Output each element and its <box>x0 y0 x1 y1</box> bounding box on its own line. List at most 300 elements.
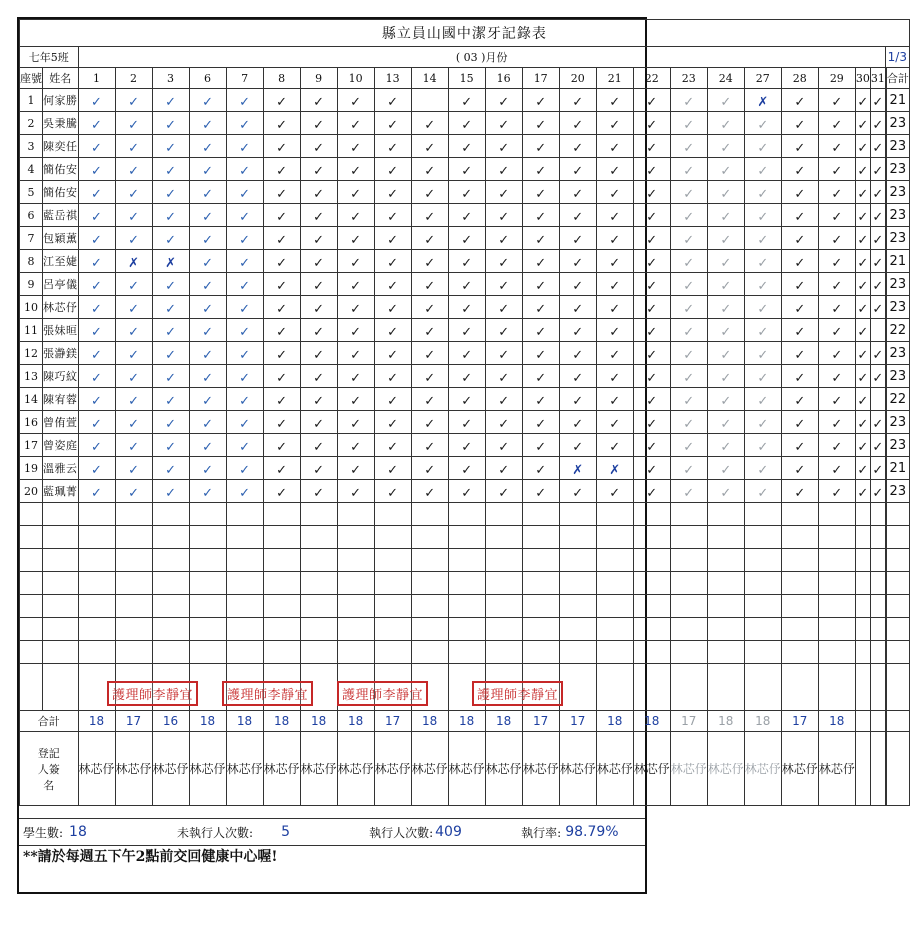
day-cell <box>374 250 411 273</box>
check-mark: ✓ <box>683 324 695 340</box>
check-mark: ✓ <box>387 462 399 478</box>
seat-number: 3 <box>20 135 43 158</box>
day-cell <box>78 296 115 319</box>
day-cell <box>485 250 522 273</box>
day-cell <box>744 204 781 227</box>
check-mark: ✓ <box>128 232 139 248</box>
day-cell <box>522 480 559 503</box>
check-mark: ✓ <box>646 94 658 110</box>
day-cell <box>226 296 263 319</box>
day-cell <box>485 135 522 158</box>
day-cell <box>559 480 596 503</box>
check-mark: ✓ <box>202 439 213 455</box>
day-cell <box>670 434 707 457</box>
day-header: 17 <box>522 68 559 89</box>
empty-cell <box>886 572 909 595</box>
check-mark: ✓ <box>872 485 884 501</box>
student-name: 呂亭儀 <box>43 273 79 296</box>
check-mark: ✓ <box>872 347 884 363</box>
day-cell <box>115 319 152 342</box>
student-total: 22 <box>886 388 909 411</box>
empty-cell <box>43 503 79 526</box>
empty-row <box>20 618 910 641</box>
empty-cell <box>855 572 870 595</box>
day-cell <box>78 204 115 227</box>
empty-cell <box>189 526 226 549</box>
empty-cell <box>263 549 300 572</box>
day-cell <box>78 411 115 434</box>
empty-cell <box>374 595 411 618</box>
day-cell <box>818 250 855 273</box>
check-mark: ✓ <box>424 232 436 248</box>
check-mark: ✓ <box>424 347 436 363</box>
check-mark: ✓ <box>683 140 695 156</box>
day-cell <box>189 112 226 135</box>
day-cell <box>818 457 855 480</box>
day-cell <box>152 181 189 204</box>
empty-cell <box>670 503 707 526</box>
empty-cell <box>744 618 781 641</box>
day-cell <box>78 181 115 204</box>
check-mark: ✓ <box>757 209 769 225</box>
day-cell <box>522 273 559 296</box>
day-cell <box>818 158 855 181</box>
check-mark: ✓ <box>720 232 732 248</box>
empty-cell <box>781 526 818 549</box>
empty-cell <box>374 641 411 664</box>
check-mark: ✓ <box>202 370 213 386</box>
stamp-cell <box>818 664 855 711</box>
day-cell <box>781 342 818 365</box>
check-mark: ✓ <box>831 94 843 110</box>
daily-total: 18 <box>337 711 374 732</box>
check-mark: ✓ <box>165 393 176 409</box>
check-mark: ✓ <box>720 485 732 501</box>
student-row <box>20 388 910 411</box>
day-cell <box>152 135 189 158</box>
day-cell <box>744 181 781 204</box>
empty-cell <box>596 526 633 549</box>
day-cell <box>448 227 485 250</box>
registrar-signature: 林芯伃 <box>559 732 596 806</box>
empty-cell <box>152 526 189 549</box>
day-cell <box>870 319 885 342</box>
day-cell <box>485 273 522 296</box>
day-cell <box>152 342 189 365</box>
seat-number: 4 <box>20 158 43 181</box>
check-mark: ✓ <box>609 94 621 110</box>
check-mark: ✓ <box>239 462 251 478</box>
student-row <box>20 457 910 480</box>
empty-cell <box>300 549 337 572</box>
day-cell <box>522 181 559 204</box>
check-mark: ✓ <box>165 370 176 386</box>
day-cell <box>78 250 115 273</box>
check-mark: ✓ <box>350 347 362 363</box>
check-mark: ✓ <box>498 186 510 202</box>
day-cell <box>300 388 337 411</box>
check-mark: ✓ <box>202 324 213 340</box>
day-cell <box>337 457 374 480</box>
day-cell <box>855 112 870 135</box>
empty-cell <box>855 526 870 549</box>
check-mark: ✓ <box>646 140 658 156</box>
day-cell <box>633 365 670 388</box>
day-cell <box>337 112 374 135</box>
day-header: 7 <box>226 68 263 89</box>
check-mark: ✓ <box>757 393 769 409</box>
day-cell <box>781 365 818 388</box>
daily-total <box>855 711 870 732</box>
check-mark: ✓ <box>757 324 769 340</box>
check-mark: ✓ <box>461 255 473 271</box>
student-total: 22 <box>886 319 909 342</box>
empty-cell <box>781 641 818 664</box>
day-cell <box>189 273 226 296</box>
check-mark: ✓ <box>313 301 325 317</box>
check-mark: ✓ <box>831 439 843 455</box>
check-mark: ✓ <box>831 416 843 432</box>
check-mark: ✓ <box>498 370 510 386</box>
check-mark: ✓ <box>757 117 769 133</box>
day-cell <box>485 112 522 135</box>
empty-cell <box>670 526 707 549</box>
empty-cell <box>226 618 263 641</box>
day-cell <box>781 204 818 227</box>
empty-cell <box>744 572 781 595</box>
day-cell <box>596 480 633 503</box>
day-cell <box>189 319 226 342</box>
day-cell <box>670 342 707 365</box>
day-cell <box>115 250 152 273</box>
day-cell <box>559 434 596 457</box>
empty-cell <box>707 549 744 572</box>
check-mark: ✓ <box>720 370 732 386</box>
student-total: 21 <box>886 250 909 273</box>
check-mark: ✓ <box>857 117 869 133</box>
day-cell <box>263 89 300 112</box>
day-cell <box>855 457 870 480</box>
empty-cell <box>633 526 670 549</box>
day-cell <box>411 273 448 296</box>
empty-cell <box>411 641 448 664</box>
day-cell <box>670 250 707 273</box>
day-cell <box>152 158 189 181</box>
check-mark: ✓ <box>498 209 510 225</box>
check-mark: ✓ <box>720 140 732 156</box>
student-row <box>20 250 910 273</box>
empty-cell <box>189 595 226 618</box>
day-cell <box>411 457 448 480</box>
check-mark: ✓ <box>872 255 884 271</box>
day-cell <box>300 365 337 388</box>
daily-total: 18 <box>226 711 263 732</box>
empty-cell <box>152 503 189 526</box>
day-cell <box>522 250 559 273</box>
missed-mark: ✗ <box>609 462 621 478</box>
day-cell <box>596 135 633 158</box>
check-mark: ✓ <box>609 163 621 179</box>
seat-number: 8 <box>20 250 43 273</box>
check-mark: ✓ <box>91 416 102 432</box>
empty-cell <box>78 595 115 618</box>
day-cell <box>818 227 855 250</box>
seat-number: 20 <box>20 480 43 503</box>
check-mark: ✓ <box>202 301 213 317</box>
check-mark: ✓ <box>831 232 843 248</box>
empty-cell <box>855 503 870 526</box>
empty-cell <box>559 595 596 618</box>
check-mark: ✓ <box>794 324 806 340</box>
page-mark: 1/3 <box>885 47 909 68</box>
check-mark: ✓ <box>276 416 288 432</box>
check-mark: ✓ <box>720 163 732 179</box>
check-mark: ✓ <box>857 393 869 409</box>
day-cell <box>189 89 226 112</box>
empty-cell <box>744 595 781 618</box>
empty-cell <box>263 572 300 595</box>
day-cell <box>226 342 263 365</box>
check-mark: ✓ <box>91 439 102 455</box>
day-cell <box>115 342 152 365</box>
check-mark: ✓ <box>794 186 806 202</box>
check-mark: ✓ <box>239 117 251 133</box>
check-mark: ✓ <box>794 209 806 225</box>
empty-cell <box>448 526 485 549</box>
check-mark: ✓ <box>857 278 869 294</box>
day-cell <box>411 434 448 457</box>
check-mark: ✓ <box>424 324 436 340</box>
empty-cell <box>633 595 670 618</box>
check-mark: ✓ <box>646 117 658 133</box>
check-mark: ✓ <box>387 209 399 225</box>
seat-number: 14 <box>20 388 43 411</box>
day-cell <box>559 296 596 319</box>
day-cell <box>559 204 596 227</box>
day-cell <box>263 135 300 158</box>
day-cell <box>411 365 448 388</box>
check-mark: ✓ <box>91 347 102 363</box>
day-cell <box>522 388 559 411</box>
student-total: 23 <box>886 204 909 227</box>
check-mark: ✓ <box>239 232 251 248</box>
day-cell <box>263 480 300 503</box>
day-cell <box>115 411 152 434</box>
check-mark: ✓ <box>757 186 769 202</box>
not-done-label: 未執行人次數: <box>177 825 254 840</box>
day-cell <box>707 342 744 365</box>
check-mark: ✓ <box>757 370 769 386</box>
check-mark: ✓ <box>720 439 732 455</box>
check-mark: ✓ <box>498 347 510 363</box>
check-mark: ✓ <box>572 416 584 432</box>
missed-mark: ✗ <box>165 255 176 271</box>
daily-total-label: 合計 <box>20 711 79 732</box>
check-mark: ✓ <box>91 370 102 386</box>
check-mark: ✓ <box>424 140 436 156</box>
student-row <box>20 135 910 158</box>
empty-cell <box>78 641 115 664</box>
day-cell <box>337 319 374 342</box>
empty-cell <box>263 595 300 618</box>
day-cell <box>781 135 818 158</box>
check-mark: ✓ <box>498 324 510 340</box>
day-cell <box>870 388 885 411</box>
check-mark: ✓ <box>91 209 102 225</box>
empty-cell <box>374 572 411 595</box>
daily-total: 18 <box>633 711 670 732</box>
check-mark: ✓ <box>857 255 869 271</box>
check-mark: ✓ <box>857 301 869 317</box>
day-cell <box>152 250 189 273</box>
check-mark: ✓ <box>872 163 884 179</box>
check-mark: ✓ <box>276 163 288 179</box>
empty-cell <box>870 549 885 572</box>
check-mark: ✓ <box>831 186 843 202</box>
check-mark: ✓ <box>794 416 806 432</box>
check-mark: ✓ <box>387 94 399 110</box>
day-header: 29 <box>818 68 855 89</box>
day-cell <box>78 434 115 457</box>
empty-cell <box>522 595 559 618</box>
day-header: 8 <box>263 68 300 89</box>
day-cell <box>781 434 818 457</box>
check-mark: ✓ <box>857 232 869 248</box>
day-cell <box>226 204 263 227</box>
day-cell <box>226 457 263 480</box>
check-mark: ✓ <box>646 209 658 225</box>
empty-cell <box>870 595 885 618</box>
empty-cell <box>781 595 818 618</box>
empty-cell <box>337 595 374 618</box>
day-cell <box>559 227 596 250</box>
day-cell <box>559 411 596 434</box>
day-cell <box>337 250 374 273</box>
day-cell <box>781 319 818 342</box>
empty-cell <box>152 572 189 595</box>
day-cell <box>855 480 870 503</box>
day-cell <box>152 434 189 457</box>
day-cell <box>115 457 152 480</box>
check-mark: ✓ <box>128 186 139 202</box>
check-mark: ✓ <box>872 370 884 386</box>
day-cell <box>485 158 522 181</box>
students-value: 18 <box>69 824 87 840</box>
day-cell <box>337 434 374 457</box>
check-mark: ✓ <box>757 462 769 478</box>
empty-cell <box>485 641 522 664</box>
empty-cell <box>300 572 337 595</box>
day-header: 15 <box>448 68 485 89</box>
check-mark: ✓ <box>757 347 769 363</box>
day-cell <box>226 480 263 503</box>
sheet-title: 縣立員山國中潔牙記錄表 <box>20 20 910 47</box>
check-mark: ✓ <box>202 485 213 501</box>
check-mark: ✓ <box>757 439 769 455</box>
check-mark: ✓ <box>535 485 547 501</box>
check-mark: ✓ <box>609 232 621 248</box>
day-cell <box>744 135 781 158</box>
empty-cell <box>522 549 559 572</box>
check-mark: ✓ <box>609 485 621 501</box>
check-mark: ✓ <box>387 140 399 156</box>
day-cell <box>855 434 870 457</box>
day-cell <box>152 411 189 434</box>
check-mark: ✓ <box>757 301 769 317</box>
check-mark: ✓ <box>720 94 732 110</box>
empty-cell <box>559 549 596 572</box>
check-mark: ✓ <box>313 232 325 248</box>
check-mark: ✓ <box>683 186 695 202</box>
check-mark: ✓ <box>609 140 621 156</box>
return-note: **請於每週五下午2點前交回健康中心喔! <box>23 849 278 865</box>
check-mark: ✓ <box>313 163 325 179</box>
day-cell <box>263 158 300 181</box>
check-mark: ✓ <box>128 347 139 363</box>
registrar-signature: 林芯伃 <box>633 732 670 806</box>
day-cell <box>78 227 115 250</box>
daily-total: 18 <box>78 711 115 732</box>
check-mark: ✓ <box>202 232 213 248</box>
day-cell <box>374 411 411 434</box>
check-mark: ✓ <box>794 439 806 455</box>
check-mark: ✓ <box>646 255 658 271</box>
check-mark: ✓ <box>831 485 843 501</box>
empty-cell <box>411 595 448 618</box>
stamp-cell <box>707 664 744 711</box>
day-cell <box>411 319 448 342</box>
day-cell <box>744 319 781 342</box>
day-cell <box>189 342 226 365</box>
day-cell <box>633 250 670 273</box>
day-cell <box>300 411 337 434</box>
check-mark: ✓ <box>313 485 325 501</box>
check-mark: ✓ <box>535 255 547 271</box>
check-mark: ✓ <box>872 94 884 110</box>
day-cell <box>226 411 263 434</box>
day-cell <box>522 342 559 365</box>
check-mark: ✓ <box>720 186 732 202</box>
empty-cell <box>43 595 79 618</box>
check-mark: ✓ <box>572 370 584 386</box>
check-mark: ✓ <box>350 140 362 156</box>
student-row <box>20 480 910 503</box>
day-cell <box>152 319 189 342</box>
empty-cell <box>633 572 670 595</box>
check-mark: ✓ <box>276 370 288 386</box>
day-cell <box>485 342 522 365</box>
check-mark: ✓ <box>572 117 584 133</box>
check-mark: ✓ <box>683 416 695 432</box>
check-mark: ✓ <box>720 462 732 478</box>
check-mark: ✓ <box>424 416 436 432</box>
check-mark: ✓ <box>350 485 362 501</box>
student-total: 23 <box>886 181 909 204</box>
day-cell <box>448 273 485 296</box>
empty-cell <box>20 641 43 664</box>
day-cell <box>226 135 263 158</box>
daily-total: 17 <box>781 711 818 732</box>
check-mark: ✓ <box>91 324 102 340</box>
empty-cell <box>744 641 781 664</box>
day-cell <box>78 457 115 480</box>
day-cell <box>411 296 448 319</box>
stamp-cell <box>870 664 885 711</box>
registrar-signature: 林芯伃 <box>707 732 744 806</box>
day-cell <box>870 181 885 204</box>
check-mark: ✓ <box>535 278 547 294</box>
check-mark: ✓ <box>313 324 325 340</box>
